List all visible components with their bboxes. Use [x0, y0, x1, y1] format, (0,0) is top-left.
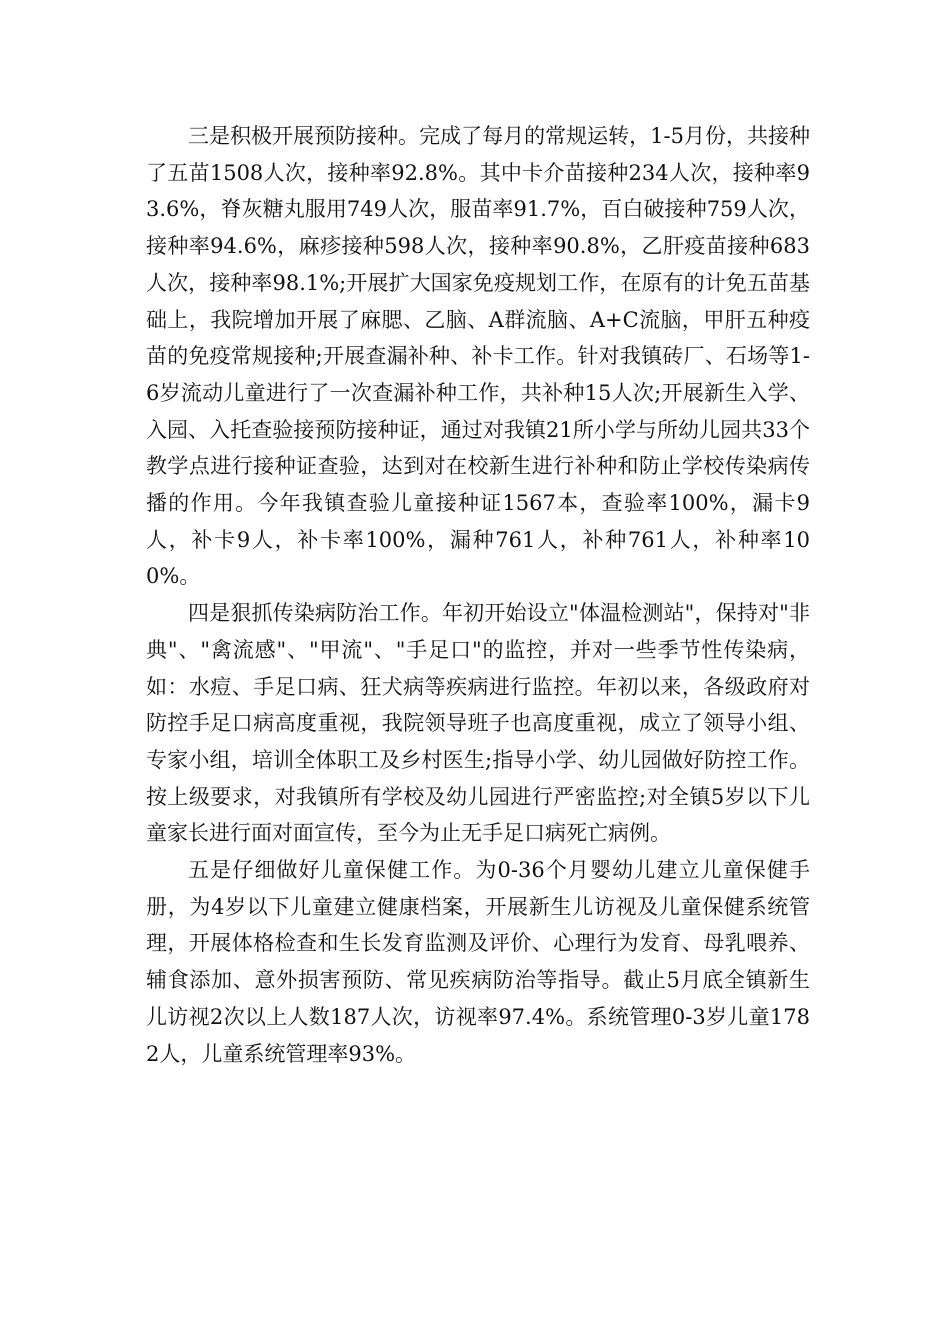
document-page: [146, 118, 810, 1072]
paragraph-vaccination: 三是积极开展预防接种。完成了每月的常规运转，1-5月份，共接种了五苗1508人次，接种率92.8%。其中卡介苗接种234人次，接种率93.6%，脊灰糖丸服用749人次，服苗率91.7%，百白破接种759人次，接种率94.6%，麻疹接种598人次，接种率90.8%，乙肝疫苗接种683人次，接种率98.1%;开展扩大国家免疫规划工作，在原有的计免五苗基础上，我院增加开展了麻腮、乙脑、A群流脑、A+C流脑，甲肝五种疫苗的免疫常规接种;开展查漏补种、补卡工作。针对我镇砖厂、石场等1-6岁流动儿童进行了一次查漏补种工作，共补种15人次;开展新生入学、入园、入托查验接预防接种证，通过对我镇21所小学与所幼儿园共33个教学点进行接种证查验，达到对在校新生进行补种和防止学校传染病传播的作用。今年我镇查验儿童接种证1567本，查验率100%，漏卡9人，补卡9人，补卡率100%，漏种761人，补种761人，补种率100%。: [146, 124, 810, 589]
paragraph-child-health: 五是仔细做好儿童保健工作。为0-36个月婴幼儿建立儿童保健手册，为4岁以下儿童建立健康档案，开展新生儿访视及儿童保健系统管理，开展体格检查和生长发育监测及评价、心理行为发育、母乳喂养、辅食添加、意外损害预防、常见疾病防治等指导。截止5月底全镇新生儿访视2次以上人数187人次，访视率97.4%。系统管理0-3岁儿童1782人，儿童系统管理率93%。: [146, 858, 810, 1066]
paragraph-infectious-disease: 四是狠抓传染病防治工作。年初开始设立"体温检测站"，保持对"非典"、"禽流感"、"甲流"、"手足口"的监控，并对一些季节性传染病，如：水痘、手足口病、狂犬病等疾病进行监控。年初以来，各级政府对防控手足口病高度重视，我院领导班子也高度重视，成立了领导小组、专家小组，培训全体职工及乡村医生;指导小学、幼儿园做好防控工作。按上级要求，对我镇所有学校及幼儿园进行严密监控;对全镇5岁以下儿童家长进行面对面宣传，至今为止无手足口病死亡病例。: [146, 601, 810, 846]
